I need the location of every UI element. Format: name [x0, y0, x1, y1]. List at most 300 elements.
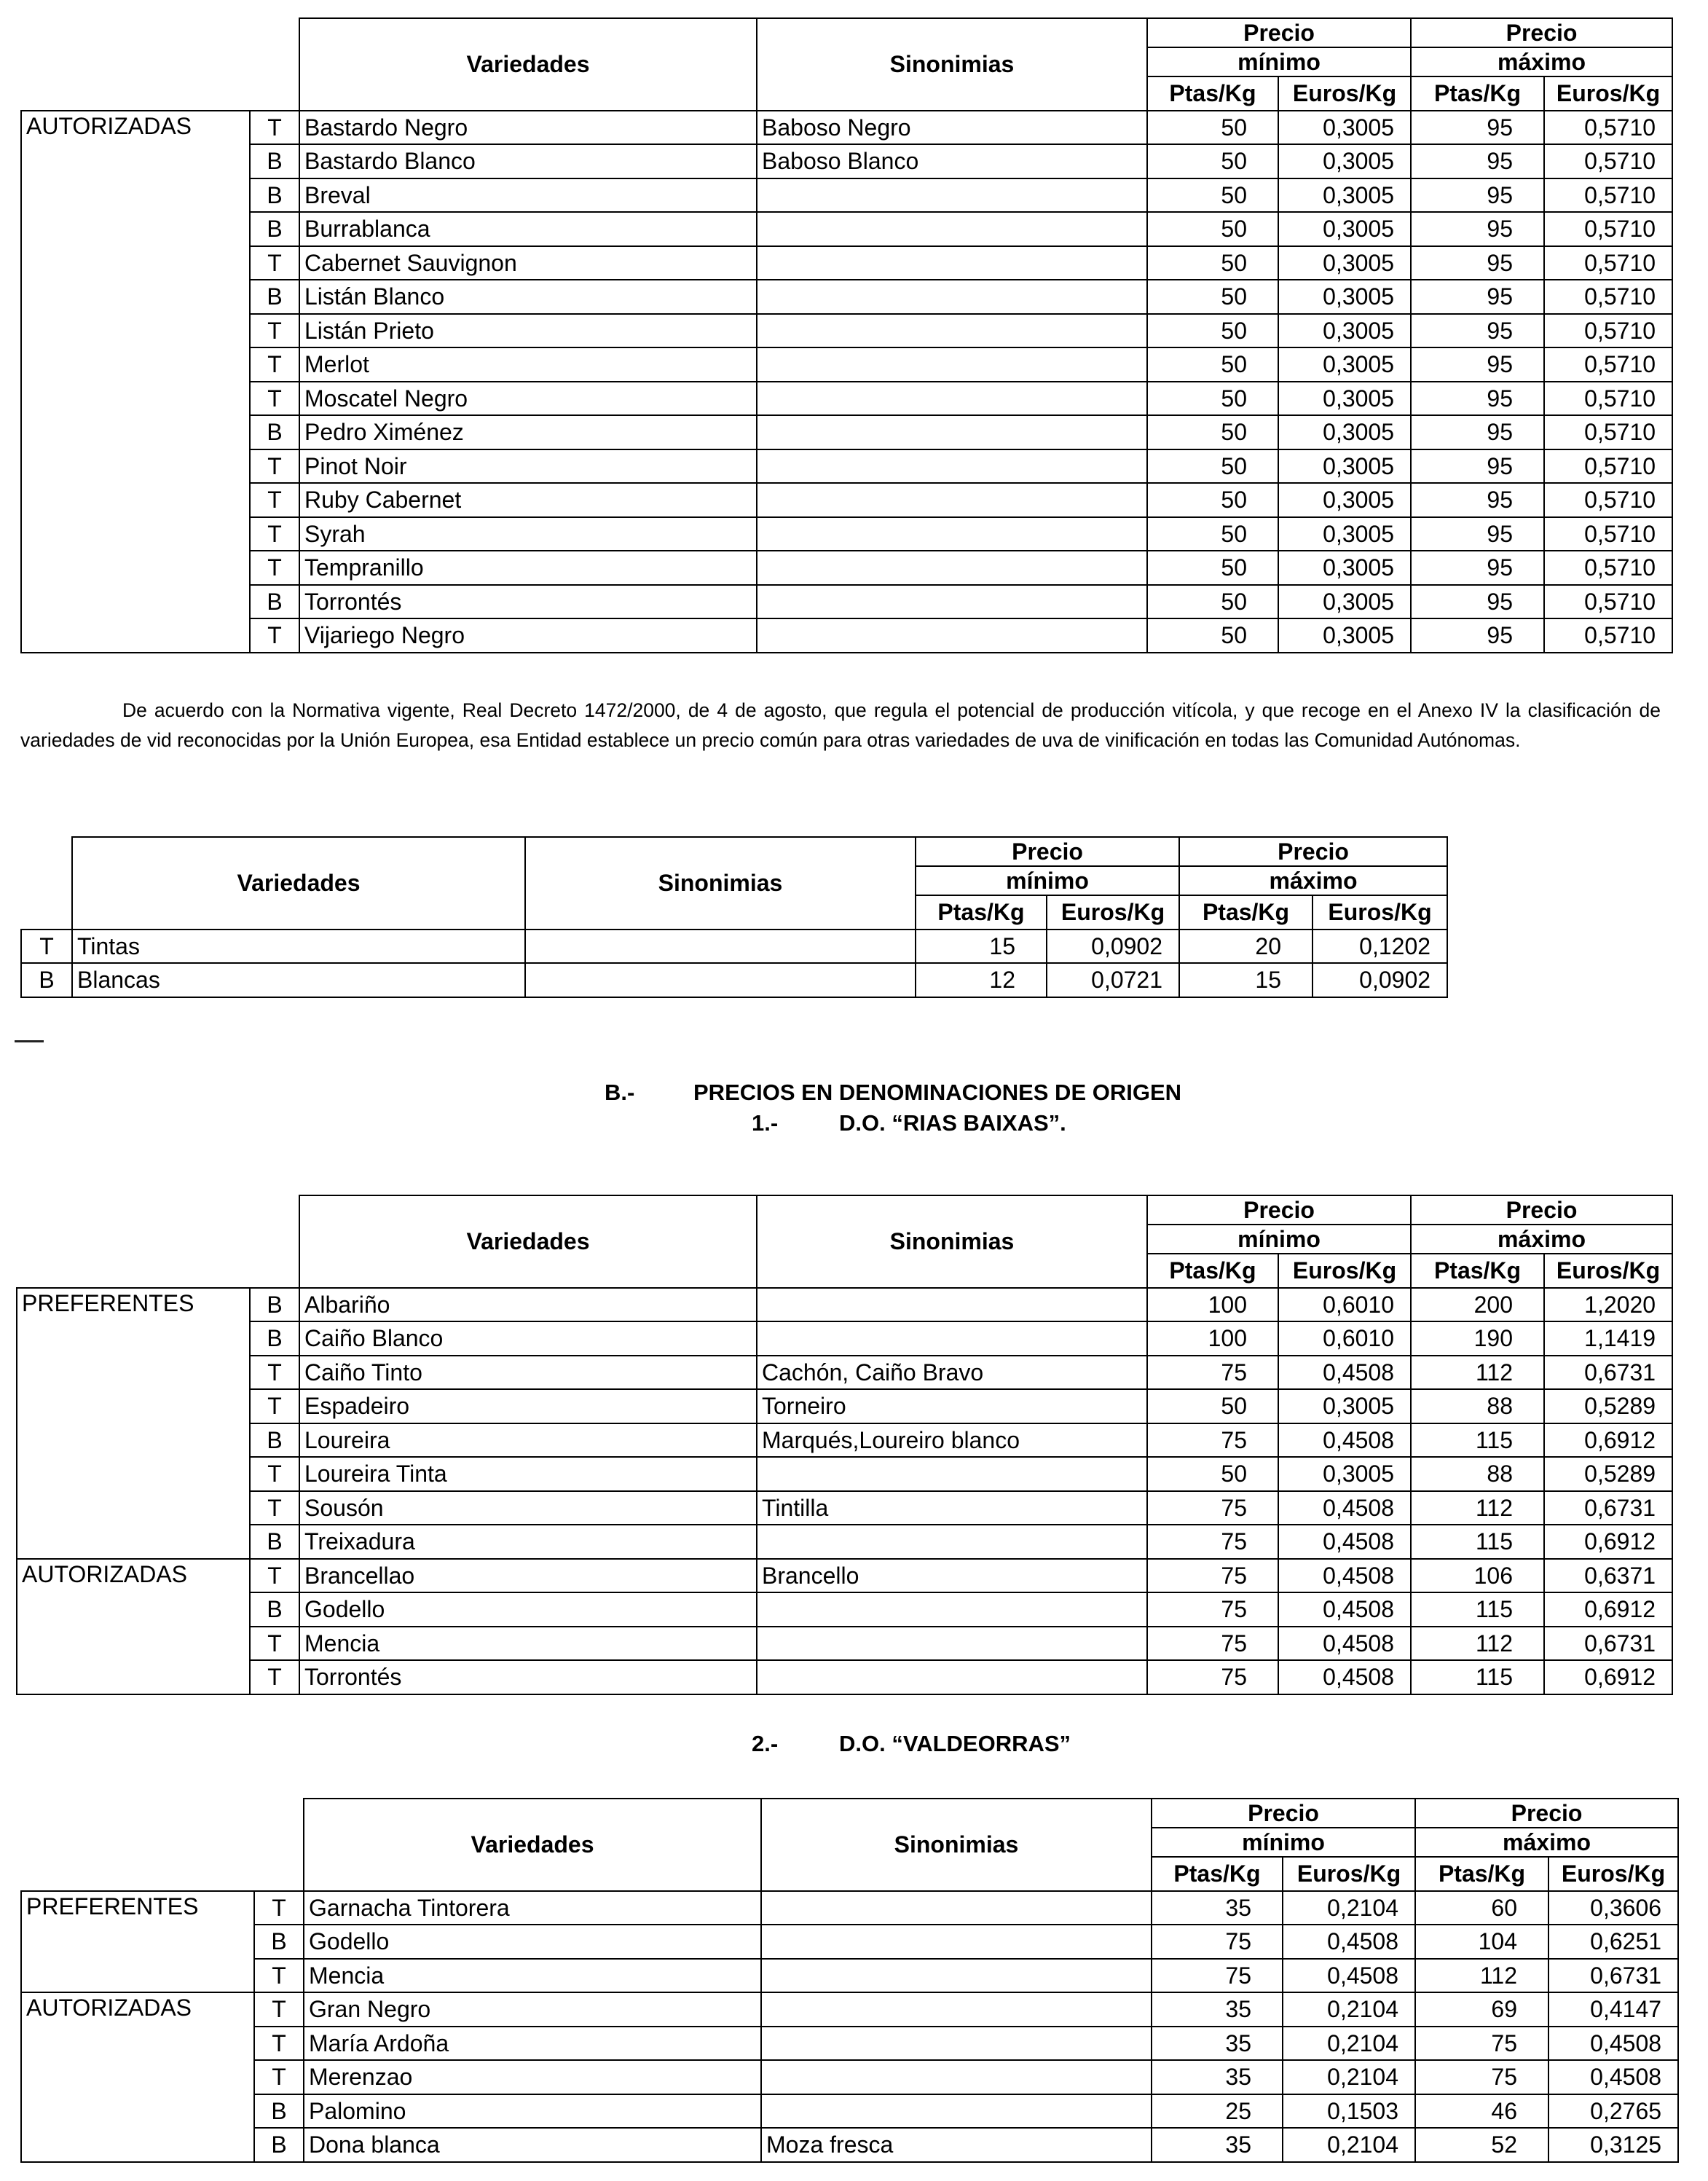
table-row	[17, 1627, 1672, 1661]
price-max-euros: 0,6731	[1544, 1356, 1672, 1390]
color-code: T	[250, 1660, 299, 1694]
price-min-ptas: 15	[916, 930, 1047, 964]
header-sinonimias: Sinonimias	[525, 837, 916, 930]
price-min-euros: 0,4508	[1278, 1660, 1411, 1694]
price-min-ptas: 75	[1152, 1959, 1283, 1993]
synonyms: Cachón, Caiño Bravo	[757, 1356, 1147, 1390]
color-code: T	[250, 314, 299, 348]
price-min-ptas: 50	[1147, 1389, 1278, 1423]
price-min-euros: 0,4508	[1278, 1627, 1411, 1661]
synonyms	[761, 1925, 1152, 1959]
color-code: T	[254, 2027, 304, 2061]
table-row	[21, 618, 1672, 653]
price-min-euros: 0,3005	[1278, 618, 1411, 653]
table-valdeorras	[20, 1798, 1679, 2163]
price-max-euros: 0,5710	[1544, 347, 1672, 382]
price-max-euros: 0,5710	[1544, 415, 1672, 449]
price-max-euros: 0,5710	[1544, 144, 1672, 178]
price-min-euros: 0,4508	[1278, 1592, 1411, 1627]
synonyms	[757, 382, 1147, 416]
variety-name: Loureira	[299, 1423, 757, 1458]
variety-name: Merenzao	[304, 2060, 761, 2094]
color-code: T	[250, 551, 299, 585]
synonyms	[757, 178, 1147, 213]
price-min-euros: 0,3005	[1278, 551, 1411, 585]
price-max-euros: 1,2020	[1544, 1288, 1672, 1322]
table-row	[21, 111, 1672, 145]
header-ptas-max: Ptas/Kg	[1411, 76, 1544, 111]
color-code: T	[250, 483, 299, 517]
price-min-ptas: 75	[1147, 1525, 1278, 1559]
table-row	[21, 1891, 1678, 1925]
color-code: B	[254, 2094, 304, 2129]
header-precio-maximo-2: máximo	[1415, 1828, 1678, 1857]
variety-name: Torrontés	[299, 1660, 757, 1694]
price-max-euros: 0,5710	[1544, 449, 1672, 484]
price-max-euros: 0,4508	[1548, 2027, 1678, 2061]
price-max-euros: 0,5710	[1544, 551, 1672, 585]
price-max-ptas: 46	[1415, 2094, 1548, 2129]
price-min-ptas: 35	[1152, 2060, 1283, 2094]
table-row	[21, 280, 1672, 314]
synonyms	[525, 930, 916, 964]
color-code: T	[250, 1627, 299, 1661]
color-code: T	[250, 1457, 299, 1491]
table-row	[21, 314, 1672, 348]
price-min-ptas: 75	[1147, 1660, 1278, 1694]
color-code: T	[254, 1959, 304, 1993]
price-min-euros: 0,0721	[1047, 963, 1179, 997]
synonyms	[757, 1288, 1147, 1322]
table-row	[21, 415, 1672, 449]
color-code: B	[250, 178, 299, 213]
price-max-ptas: 60	[1415, 1891, 1548, 1925]
price-min-euros: 0,3005	[1278, 449, 1411, 484]
header-ptas-min: Ptas/Kg	[1147, 76, 1278, 111]
table-row	[17, 1491, 1672, 1525]
price-min-euros: 0,2104	[1283, 2027, 1415, 2061]
synonyms	[757, 415, 1147, 449]
header-euros-max: Euros/Kg	[1544, 1254, 1672, 1288]
price-min-ptas: 50	[1147, 246, 1278, 280]
price-max-ptas: 75	[1415, 2060, 1548, 2094]
header-sinonimias: Sinonimias	[757, 1195, 1147, 1288]
table-row	[17, 1592, 1672, 1627]
header-euros-max: Euros/Kg	[1548, 1857, 1678, 1891]
header-precio-minimo-1: Precio	[1152, 1799, 1415, 1828]
price-max-ptas: 115	[1411, 1660, 1544, 1694]
color-code: B	[21, 963, 72, 997]
variety-name: Pedro Ximénez	[299, 415, 757, 449]
header-ptas-min: Ptas/Kg	[1152, 1857, 1283, 1891]
variety-name: Brancellao	[299, 1559, 757, 1593]
table-row	[21, 178, 1672, 213]
price-max-euros: 0,5710	[1544, 246, 1672, 280]
synonyms	[757, 1525, 1147, 1559]
price-min-euros: 0,4508	[1278, 1491, 1411, 1525]
variety-name: Dona blanca	[304, 2128, 761, 2162]
price-min-ptas: 50	[1147, 382, 1278, 416]
table-row	[21, 347, 1672, 382]
price-min-euros: 0,3005	[1278, 382, 1411, 416]
price-min-euros: 0,0902	[1047, 930, 1179, 964]
header-sinonimias: Sinonimias	[761, 1799, 1152, 1891]
price-max-euros: 0,3125	[1548, 2128, 1678, 2162]
price-max-euros: 0,6371	[1544, 1559, 1672, 1593]
header-sinonimias: Sinonimias	[757, 18, 1147, 111]
synonyms	[761, 1992, 1152, 2027]
color-code: T	[250, 1491, 299, 1525]
header-precio-maximo-1: Precio	[1411, 18, 1672, 47]
section-b-title: PRECIOS EN DENOMINACIONES DE ORIGEN	[693, 1080, 1182, 1105]
header-euros-min: Euros/Kg	[1278, 76, 1411, 111]
variety-name: Merlot	[299, 347, 757, 382]
price-max-euros: 0,5710	[1544, 483, 1672, 517]
synonyms	[757, 483, 1147, 517]
price-max-euros: 0,5710	[1544, 178, 1672, 213]
variety-name: Tintas	[72, 930, 525, 964]
price-max-euros: 0,3606	[1548, 1891, 1678, 1925]
price-min-euros: 0,6010	[1278, 1288, 1411, 1322]
variety-name: Torrontés	[299, 585, 757, 619]
price-min-ptas: 100	[1147, 1321, 1278, 1356]
synonyms: Tintilla	[757, 1491, 1147, 1525]
price-max-ptas: 95	[1411, 585, 1544, 619]
color-code: B	[250, 1423, 299, 1458]
header-precio-minimo-1: Precio	[1147, 1195, 1411, 1225]
variety-name: Vijariego Negro	[299, 618, 757, 653]
price-min-euros: 0,3005	[1278, 280, 1411, 314]
synonyms	[757, 551, 1147, 585]
price-max-euros: 0,5289	[1544, 1389, 1672, 1423]
price-max-euros: 0,6912	[1544, 1423, 1672, 1458]
price-min-euros: 0,1503	[1283, 2094, 1415, 2129]
variety-name: Sousón	[299, 1491, 757, 1525]
header-spacer	[21, 18, 250, 111]
price-max-ptas: 115	[1411, 1592, 1544, 1627]
price-max-ptas: 95	[1411, 246, 1544, 280]
price-min-euros: 0,3005	[1278, 1389, 1411, 1423]
table-row	[21, 963, 1447, 997]
synonyms	[757, 618, 1147, 653]
price-min-ptas: 75	[1147, 1592, 1278, 1627]
table-row	[17, 1559, 1672, 1593]
price-max-ptas: 95	[1411, 449, 1544, 484]
synonyms	[757, 347, 1147, 382]
price-max-ptas: 95	[1411, 618, 1544, 653]
table-row	[17, 1389, 1672, 1423]
synonyms	[757, 585, 1147, 619]
price-max-euros: 0,5710	[1544, 314, 1672, 348]
table-row	[21, 246, 1672, 280]
price-max-ptas: 15	[1179, 963, 1313, 997]
header-spacer	[21, 1799, 254, 1891]
price-min-ptas: 75	[1147, 1559, 1278, 1593]
synonyms	[757, 449, 1147, 484]
price-min-ptas: 25	[1152, 2094, 1283, 2129]
synonyms: Baboso Negro	[757, 111, 1147, 145]
header-precio-minimo-2: mínimo	[1147, 1225, 1411, 1254]
table-row	[17, 1321, 1672, 1356]
price-max-euros: 0,4147	[1548, 1992, 1678, 2027]
price-max-ptas: 95	[1411, 382, 1544, 416]
price-max-euros: 0,5710	[1544, 212, 1672, 246]
color-code: T	[250, 347, 299, 382]
synonyms	[757, 1592, 1147, 1627]
color-code: T	[250, 1389, 299, 1423]
variety-name: Ruby Cabernet	[299, 483, 757, 517]
price-max-ptas: 95	[1411, 111, 1544, 145]
price-max-ptas: 95	[1411, 347, 1544, 382]
color-code: B	[250, 144, 299, 178]
header-precio-minimo-2: mínimo	[1152, 1828, 1415, 1857]
header-spacer	[21, 837, 72, 930]
table-row	[21, 449, 1672, 484]
price-max-euros: 0,5710	[1544, 517, 1672, 551]
price-min-ptas: 50	[1147, 111, 1278, 145]
variety-name: Loureira Tinta	[299, 1457, 757, 1491]
header-variedades: Variedades	[299, 1195, 757, 1288]
variety-name: Caiño Tinto	[299, 1356, 757, 1390]
price-max-ptas: 95	[1411, 280, 1544, 314]
table-row	[17, 1457, 1672, 1491]
normativa-paragraph: De acuerdo con la Normativa vigente, Real Decreto 1472/2000, de 4 de agosto, que regula el potencial de producción vitícola, y que recoge en el Anexo IV la clasificación de variedades de vid reconocidas por la Unión Europea, esa Entidad establece un precio común para otras variedades de uva de vinificación en todas las Comunidad Autónomas.	[20, 699, 1661, 751]
price-max-euros: 0,5710	[1544, 585, 1672, 619]
price-min-ptas: 75	[1147, 1627, 1278, 1661]
price-max-euros: 0,5710	[1544, 382, 1672, 416]
table-row	[21, 1925, 1678, 1959]
price-min-ptas: 50	[1147, 551, 1278, 585]
price-max-euros: 0,6912	[1544, 1592, 1672, 1627]
variety-name: Godello	[304, 1925, 761, 1959]
table-row	[21, 1959, 1678, 1993]
header-variedades: Variedades	[72, 837, 525, 930]
header-ptas-max: Ptas/Kg	[1411, 1254, 1544, 1288]
price-min-ptas: 75	[1147, 1356, 1278, 1390]
color-code: B	[254, 2128, 304, 2162]
price-min-ptas: 50	[1147, 585, 1278, 619]
price-min-ptas: 50	[1147, 178, 1278, 213]
table-rias-baixas	[16, 1195, 1673, 1695]
header-ptas-max: Ptas/Kg	[1179, 895, 1313, 930]
group-label: PREFERENTES	[21, 1891, 254, 1993]
color-code: B	[250, 1592, 299, 1627]
header-euros-min: Euros/Kg	[1283, 1857, 1415, 1891]
synonyms: Brancello	[757, 1559, 1147, 1593]
color-code: T	[254, 1891, 304, 1925]
price-min-ptas: 75	[1152, 1925, 1283, 1959]
price-max-euros: 0,6912	[1544, 1525, 1672, 1559]
variety-name: Pinot Noir	[299, 449, 757, 484]
price-min-ptas: 50	[1147, 212, 1278, 246]
price-min-ptas: 35	[1152, 2027, 1283, 2061]
color-code: T	[250, 382, 299, 416]
price-max-euros: 0,6731	[1548, 1959, 1678, 1993]
section-b1-title: D.O. “RIAS BAIXAS”.	[839, 1110, 1066, 1136]
header-ptas-max: Ptas/Kg	[1415, 1857, 1548, 1891]
price-max-ptas: 115	[1411, 1525, 1544, 1559]
table-row	[21, 1992, 1678, 2027]
color-code: B	[250, 280, 299, 314]
table-row	[17, 1525, 1672, 1559]
table-row	[21, 483, 1672, 517]
synonyms	[761, 2027, 1152, 2061]
synonyms	[757, 1457, 1147, 1491]
variety-name: Listán Blanco	[299, 280, 757, 314]
price-min-euros: 0,2104	[1283, 1992, 1415, 2027]
synonyms	[757, 246, 1147, 280]
color-code: T	[250, 517, 299, 551]
variety-name: Palomino	[304, 2094, 761, 2129]
price-min-euros: 0,3005	[1278, 314, 1411, 348]
variety-name: Albariño	[299, 1288, 757, 1322]
price-min-euros: 0,3005	[1278, 585, 1411, 619]
color-code: T	[250, 618, 299, 653]
header-precio-minimo-2: mínimo	[916, 866, 1179, 895]
price-max-ptas: 88	[1411, 1389, 1544, 1423]
price-min-ptas: 35	[1152, 2128, 1283, 2162]
header-variedades: Variedades	[299, 18, 757, 111]
header-variedades: Variedades	[304, 1799, 761, 1891]
synonyms: Torneiro	[757, 1389, 1147, 1423]
price-max-ptas: 20	[1179, 930, 1313, 964]
color-code: B	[254, 1925, 304, 1959]
price-min-euros: 0,4508	[1278, 1525, 1411, 1559]
variety-name: Mencia	[304, 1959, 761, 1993]
variety-name: Godello	[299, 1592, 757, 1627]
header-precio-maximo-1: Precio	[1411, 1195, 1672, 1225]
header-precio-maximo-2: máximo	[1411, 1225, 1672, 1254]
price-min-ptas: 50	[1147, 517, 1278, 551]
price-min-ptas: 50	[1147, 618, 1278, 653]
price-max-ptas: 52	[1415, 2128, 1548, 2162]
price-min-ptas: 50	[1147, 415, 1278, 449]
price-max-ptas: 95	[1411, 144, 1544, 178]
price-max-ptas: 115	[1411, 1423, 1544, 1458]
section-2-title: D.O. “VALDEORRAS”	[839, 1731, 1071, 1756]
color-code: B	[250, 585, 299, 619]
price-max-ptas: 112	[1411, 1491, 1544, 1525]
synonyms	[761, 1891, 1152, 1925]
color-code: T	[254, 1992, 304, 2027]
variety-name: Moscatel Negro	[299, 382, 757, 416]
synonyms	[757, 1627, 1147, 1661]
color-code: B	[250, 212, 299, 246]
price-max-ptas: 104	[1415, 1925, 1548, 1959]
table-row	[21, 2027, 1678, 2061]
table-row	[17, 1288, 1672, 1322]
price-max-ptas: 200	[1411, 1288, 1544, 1322]
synonyms	[525, 963, 916, 997]
variety-name: Blancas	[72, 963, 525, 997]
section-2-number: 2.-	[752, 1731, 779, 1756]
price-min-ptas: 50	[1147, 347, 1278, 382]
price-max-ptas: 69	[1415, 1992, 1548, 2027]
price-max-euros: 0,6731	[1544, 1491, 1672, 1525]
table-row	[21, 382, 1672, 416]
header-euros-max: Euros/Kg	[1313, 895, 1447, 930]
price-min-ptas: 100	[1147, 1288, 1278, 1322]
variety-name: Bastardo Negro	[299, 111, 757, 145]
price-min-euros: 0,3005	[1278, 246, 1411, 280]
table-row	[21, 2128, 1678, 2162]
table-row	[21, 551, 1672, 585]
variety-name: Bastardo Blanco	[299, 144, 757, 178]
price-max-ptas: 112	[1411, 1627, 1544, 1661]
color-code: B	[250, 1321, 299, 1356]
price-min-ptas: 50	[1147, 314, 1278, 348]
synonyms	[757, 517, 1147, 551]
price-min-euros: 0,3005	[1278, 517, 1411, 551]
price-max-ptas: 95	[1411, 483, 1544, 517]
variety-name: Caiño Blanco	[299, 1321, 757, 1356]
variety-name: Burrablanca	[299, 212, 757, 246]
price-max-euros: 0,6731	[1544, 1627, 1672, 1661]
price-min-euros: 0,3005	[1278, 178, 1411, 213]
price-max-euros: 0,5710	[1544, 111, 1672, 145]
price-min-euros: 0,4508	[1283, 1925, 1415, 1959]
stray-mark	[15, 1040, 44, 1042]
price-max-ptas: 106	[1411, 1559, 1544, 1593]
table-row	[21, 2060, 1678, 2094]
synonyms: Moza fresca	[761, 2128, 1152, 2162]
price-min-euros: 0,4508	[1278, 1559, 1411, 1593]
price-min-euros: 0,3005	[1278, 144, 1411, 178]
price-max-ptas: 75	[1415, 2027, 1548, 2061]
price-min-ptas: 50	[1147, 1457, 1278, 1491]
price-min-ptas: 50	[1147, 483, 1278, 517]
header-precio-minimo-2: mínimo	[1147, 47, 1411, 76]
color-code: T	[250, 246, 299, 280]
synonyms	[757, 314, 1147, 348]
header-spacer	[250, 1195, 299, 1288]
variety-name: Espadeiro	[299, 1389, 757, 1423]
header-ptas-min: Ptas/Kg	[916, 895, 1047, 930]
group-label: AUTORIZADAS	[21, 1992, 254, 2162]
price-min-euros: 0,3005	[1278, 415, 1411, 449]
header-ptas-min: Ptas/Kg	[1147, 1254, 1278, 1288]
variety-name: Gran Negro	[304, 1992, 761, 2027]
table-row	[21, 2094, 1678, 2129]
synonyms	[761, 2094, 1152, 2129]
header-euros-max: Euros/Kg	[1544, 76, 1672, 111]
section-b-number: B.-	[605, 1080, 635, 1105]
price-max-euros: 0,6251	[1548, 1925, 1678, 1959]
synonyms	[757, 1660, 1147, 1694]
price-min-ptas: 75	[1147, 1423, 1278, 1458]
price-min-euros: 0,2104	[1283, 2128, 1415, 2162]
table-row	[21, 585, 1672, 619]
price-min-euros: 0,4508	[1278, 1423, 1411, 1458]
color-code: T	[250, 1356, 299, 1390]
table-row	[21, 930, 1447, 964]
price-min-ptas: 50	[1147, 144, 1278, 178]
price-min-euros: 0,3005	[1278, 483, 1411, 517]
table-row	[21, 212, 1672, 246]
header-spacer	[250, 18, 299, 111]
header-precio-minimo-1: Precio	[1147, 18, 1411, 47]
price-max-ptas: 88	[1411, 1457, 1544, 1491]
price-min-euros: 0,2104	[1283, 1891, 1415, 1925]
synonyms	[761, 1959, 1152, 1993]
header-precio-maximo-2: máximo	[1179, 866, 1447, 895]
color-code: B	[250, 415, 299, 449]
price-max-ptas: 95	[1411, 212, 1544, 246]
table-row	[21, 517, 1672, 551]
price-min-euros: 0,3005	[1278, 212, 1411, 246]
price-max-ptas: 190	[1411, 1321, 1544, 1356]
color-code: B	[250, 1525, 299, 1559]
